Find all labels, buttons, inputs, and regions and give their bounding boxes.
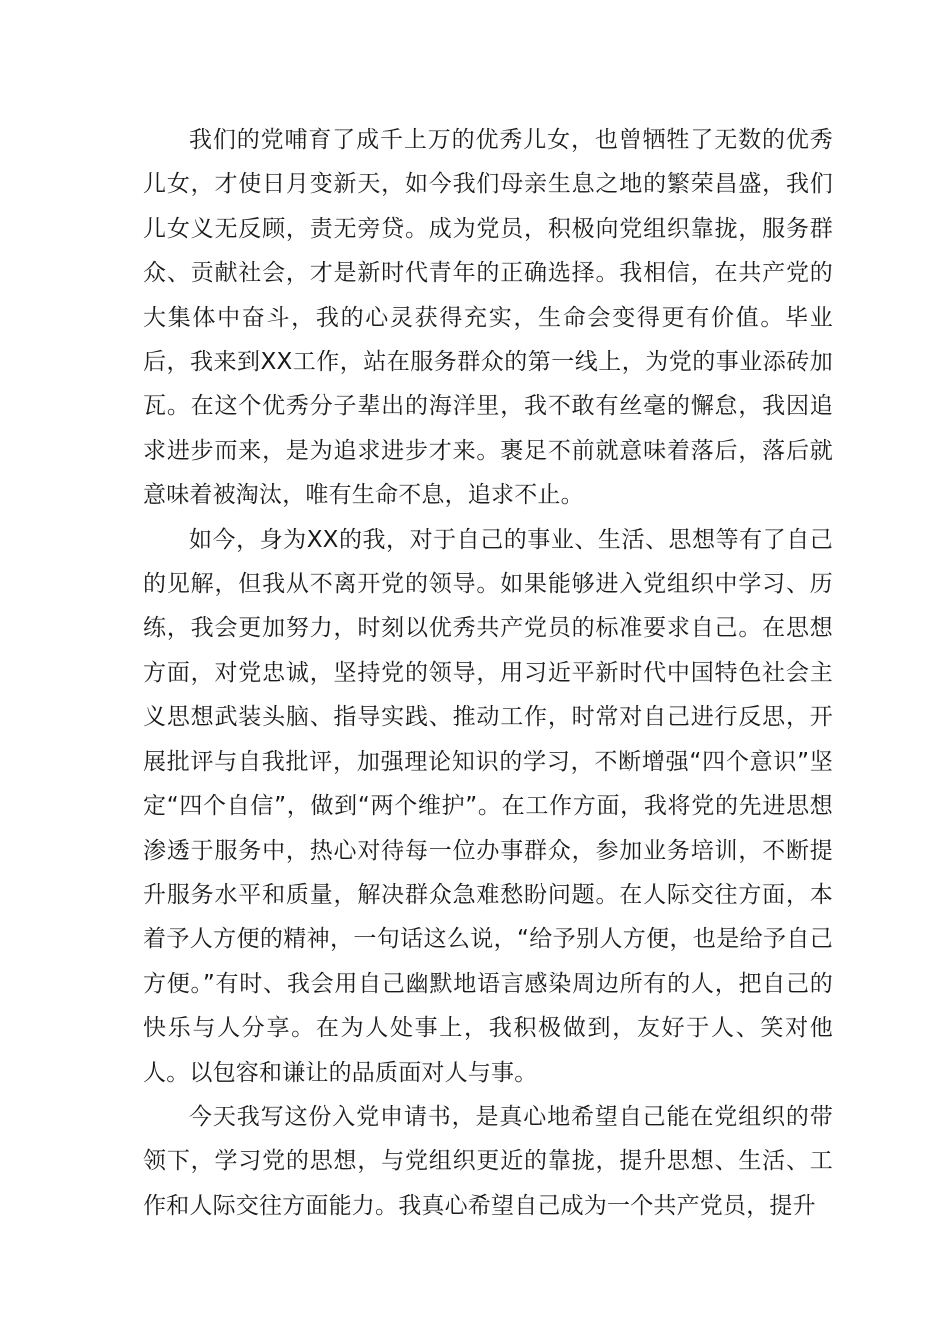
paragraph-1: 我们的党哺育了成千上万的优秀儿女，也曾牺牲了无数的优秀儿女，才使日月变新天，如今我们母亲生息之地的繁荣昌盛，我们儿女义无反顾，责无旁贷。成为党员，积极向党组织靠拢，服务群众、贡献社会，才是新时代青年的正确选择。我相信，在共产党的大集体中奋斗，我的心灵获得充实，生命会变得更有价值。毕业后，我来到XX工作，站在服务群众的第一线上，为党的事业添砖加瓦。在这个优秀分子辈出的海洋里，我不敢有丝毫的懈怠，我因追求进步而来，是为追求进步才来。裹足不前就意味着落后，落后就意味着被淘汰，唯有生命不息，追求不止。 (143, 127, 833, 509)
document-body (143, 118, 833, 1228)
paragraph-3: 今天我写这份入党申请书，是真心地希望自己能在党组织的带领下，学习党的思想，与党组织更近的靠拢，提升思想、生活、工作和人际交往方面能力。我真心希望自己成为一个共产党员，提升 (143, 1103, 833, 1219)
paragraph-2: 如今，身为XX的我，对于自己的事业、生活、思想等有了自己的见解，但我从不离开党的领导。如果能够进入党组织中学习、历练，我会更加努力，时刻以优秀共产党员的标准要求自己。在思想方面，对党忠诚，坚持党的领导，用习近平新时代中国特色社会主义思想武装头脑、指导实践、推动工作，时常对自己进行反思，开展批评与自我批评，加强理论知识的学习，不断增强“四个意识”坚定“四个自信”，做到“两个维护”。在工作方面，我将党的先进思想渗透于服务中，热心对待每一位办事群众，参加业务培训，不断提升服务水平和质量，解决群众急难愁盼问题。在人际交往方面，本着予人方便的精神，一句话这么说，“给予别人方便，也是给予自己方便。”有时、我会用自己幽默地语言感染周边所有的人，把自己的快乐与人分享。在为人处事上，我积极做到，友好于人、笑对他人。以包容和谦让的品质面对人与事。 (143, 526, 833, 1086)
